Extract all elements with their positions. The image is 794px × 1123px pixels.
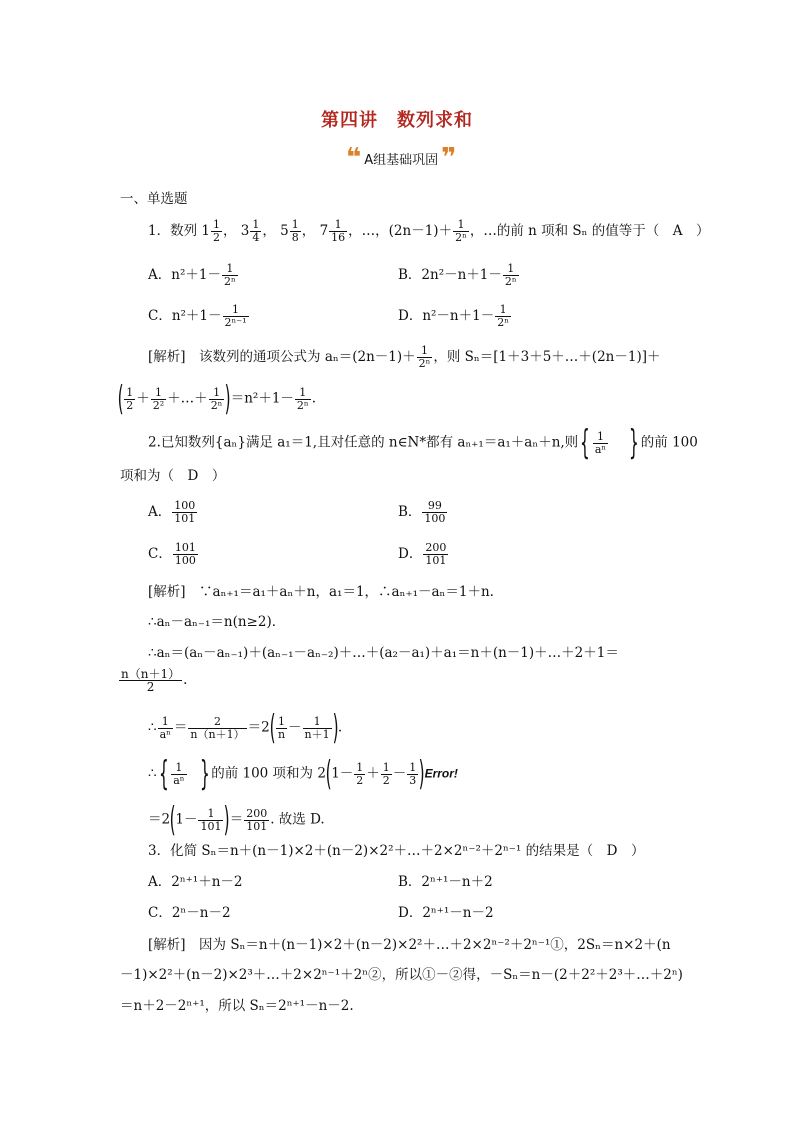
q1-option-d: D．n²－n＋1－ $\frac{1}{\text{2ⁿ}}$ [398, 303, 509, 329]
error-marker: Error! [424, 766, 458, 781]
q3-solution-line3: ＝n＋2－2ⁿ⁺¹，所以 Sₙ＝2ⁿ⁺¹－n－2. [120, 998, 354, 1014]
q1-solution-line1: [解析] 该数列的通项公式为 aₙ＝(2n－1)＋ $\frac{1}{\text{2ⁿ}}$ ，则 Sₙ＝[1＋3＋5＋…＋(2n－1)]＋ [148, 344, 661, 370]
q1-option-a: A．n²＋1－ $\frac{1}{\text{2ⁿ}}$ [148, 262, 236, 288]
q2-solution-line4: $\frac{n(n+1)}{2}$ . [121, 667, 188, 694]
q1-stem: 1．数列 1 $\frac{1}{2}$ ， 3 $\frac{1}{4}$ ， 5 $\frac{1}{8}$ ， 7 $\frac{1}{16}$ ，…，(2n－1)＋ $\frac{1}{\text{2ⁿ}}$ ，…的前 n 项和 Sₙ 的值等于（ A ） [148, 218, 710, 244]
q2-option-a: A． $\frac{100}{101}$ [148, 499, 196, 525]
section-heading: 一、单选题 [120, 191, 188, 207]
q2-option-b: B． $\frac{99}{100}$ [398, 499, 446, 525]
q2-stem-line2: 项和为（ D ） [120, 468, 226, 484]
q1-option-b: B．2n²－n＋1－ $\frac{1}{\text{2ⁿ}}$ [398, 262, 517, 288]
open-quote-icon: ❝ [346, 143, 362, 173]
q3-option-b: B．2ⁿ⁺¹－n＋2 [398, 874, 493, 890]
q1-option-c: C．n²＋1－ $\frac{1}{\text{2ⁿ⁻¹}}$ [148, 303, 247, 329]
q2-solution-line2: ∴aₙ－aₙ₋₁＝n(n≥2)． [148, 614, 286, 630]
q3-option-c: C．2ⁿ－n－2 [148, 905, 231, 921]
page-title: 第四讲 数列求和 [321, 110, 473, 131]
q3-option-a: A．2ⁿ⁺¹＋n－2 [148, 874, 243, 890]
close-quote-icon: ❞ [441, 143, 457, 173]
q2-solution-line3: ∴aₙ＝(aₙ－aₙ₋₁)＋(aₙ₋₁－aₙ₋₂)＋…＋(a₂－a₁)＋a₁＝n＋(n－1)＋…＋2＋1＝ [148, 645, 619, 661]
group-badge [346, 143, 457, 173]
q2-stem-line1: 2.已知数列{aₙ}满足 a₁＝1,且对任意的 n∈N*都有 aₙ₊₁＝a₁＋aₙ＋n,则{ $\frac{1}{\text{aⁿ}}$ } 的前 100 [148, 423, 698, 463]
q2-solution-line5: ∴ $\frac{1}{\text{aⁿ}}$ ＝ $\frac{2}{n(n+1)}$ ＝2( $\frac{1}{n}$ － $\frac{1}{n+1}$ ). [148, 708, 343, 748]
q2-solution-line6: ∴{ $\frac{1}{\text{aⁿ}}$ } 的前 100 项和为 2(1－ $\frac{1}{2}$ ＋ $\frac{1}{2}$ － $\frac{1}{3}$ )Error! [148, 754, 458, 794]
q3-solution-line1: [解析] 因为 Sₙ＝n＋(n－1)×2＋(n－2)×2²＋…＋2×2ⁿ⁻²＋2ⁿ⁻¹①，2Sₙ＝n×2＋(n [148, 937, 671, 953]
q3-option-d: D．2ⁿ⁺¹－n－2 [398, 905, 494, 921]
q2-option-c: C． $\frac{101}{100}$ [148, 541, 196, 567]
q2-option-d: D． $\frac{200}{101}$ [398, 541, 447, 567]
q1-solution-line2: ( $\frac{1}{2}$ ＋ $\frac{1}{\text{2²}}$ ＋…＋ $\frac{1}{\text{2ⁿ}}$ )＝n²＋1－ $\frac{1}{\text{2ⁿ}}$ . [117, 379, 316, 419]
q2-solution-line1: [解析] ∵aₙ₊₁＝a₁＋aₙ＋n，a₁＝1，∴aₙ₊₁－aₙ＝1＋n. [148, 584, 494, 600]
q3-solution-line2: －1)×2²＋(n－2)×2³＋…＋2×2ⁿ⁻¹＋2ⁿ②，所以①－②得，－Sₙ＝n－(2＋2²＋2³＋…＋2ⁿ) [120, 967, 683, 983]
q3-stem: 3．化简 Sₙ＝n＋(n－1)×2＋(n－2)×2²＋…＋2×2ⁿ⁻²＋2ⁿ⁻¹ 的结果是（ D ） [148, 843, 645, 859]
q2-solution-line7: ＝2(1－ $\frac{1}{101}$ )＝ $\frac{200}{101}$ . 故选 D. [148, 800, 325, 840]
badge-label: A组基础巩固 [364, 152, 439, 168]
